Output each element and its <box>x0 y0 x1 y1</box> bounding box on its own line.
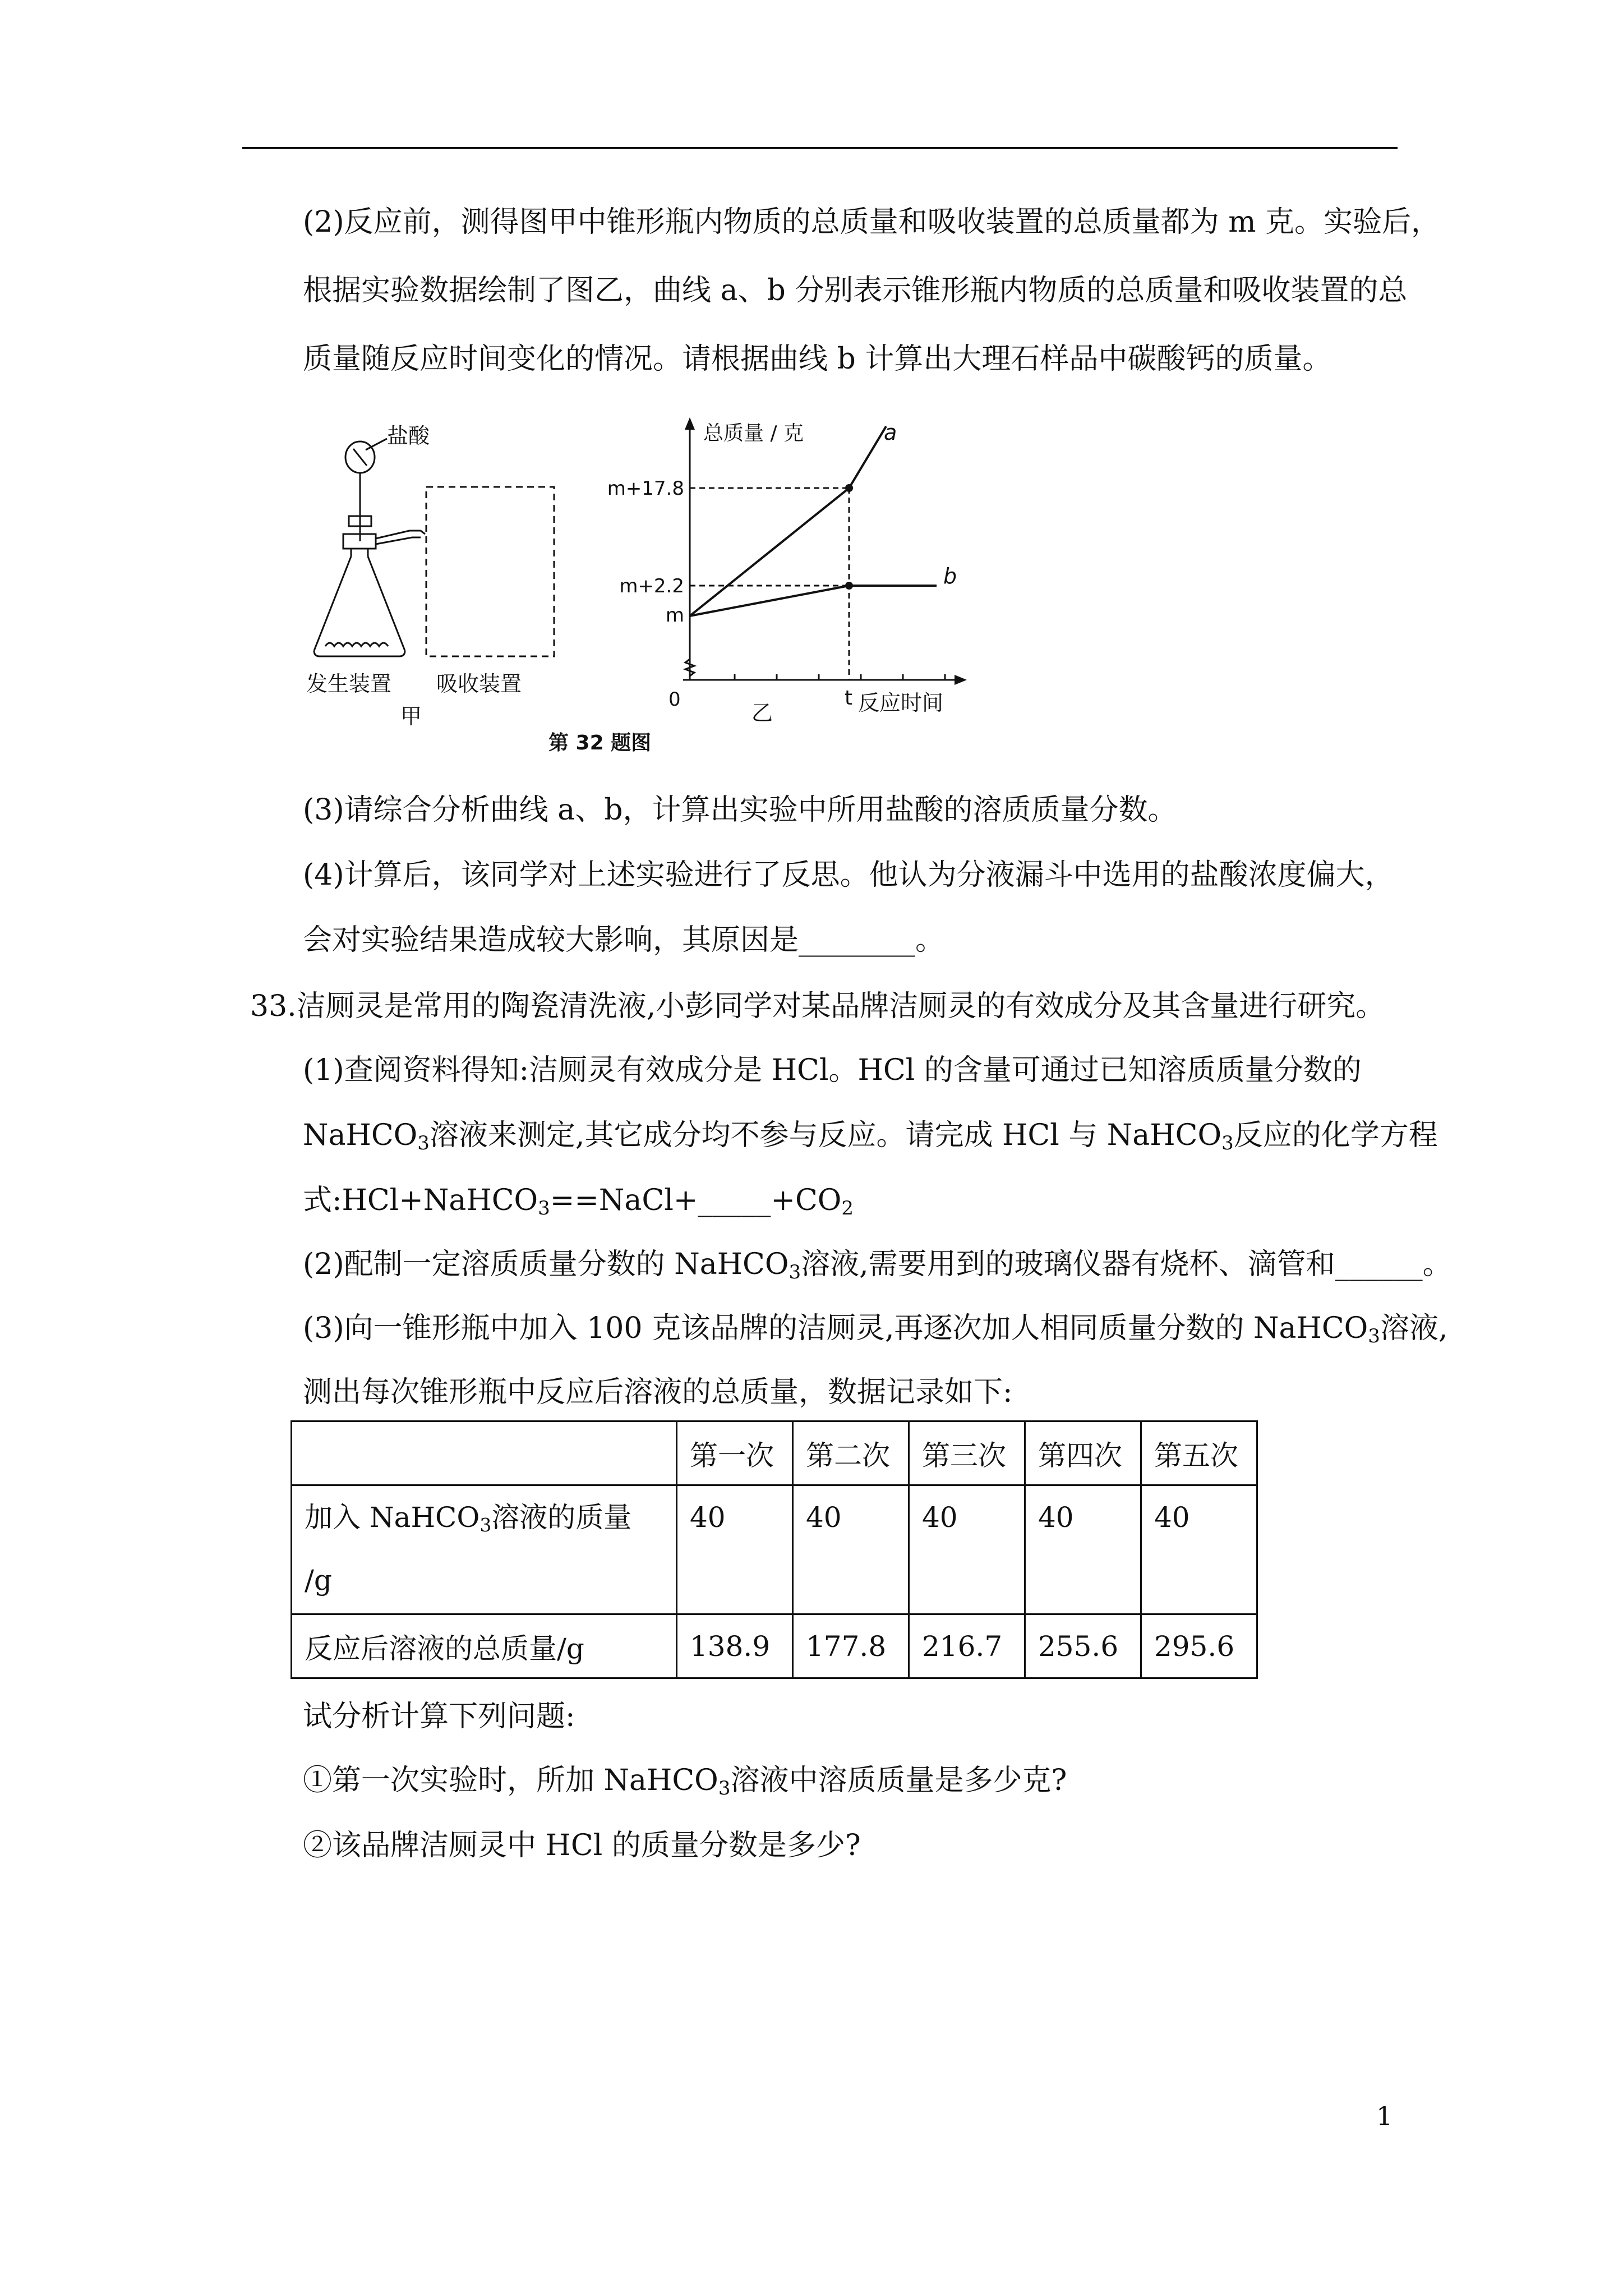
hcl-label: 盐酸 <box>387 424 430 448</box>
graph-tick-t: t <box>845 687 853 710</box>
q32-part4-line2: 会对实验结果造成较大影响，其原因是________。 <box>303 923 945 957</box>
header-rule <box>242 147 1398 149</box>
table-cell: 40 <box>677 1485 793 1614</box>
figure-caption: 第 32 题图 <box>548 731 652 754</box>
graph-tick-m178: m+17.8 <box>607 477 684 500</box>
y-axis-arrow-icon <box>685 417 695 430</box>
graph-yi-label: 乙 <box>751 701 773 725</box>
q33-part3-line2: 测出每次锥形瓶中反应后溶液的总质量，数据记录如下: <box>303 1375 1013 1409</box>
q32-figure <box>303 404 976 774</box>
table-row-label: 加入 NaHCO$_3$溶液的质量 /g <box>292 1485 677 1614</box>
absorber-label: 吸收装置 <box>436 671 522 696</box>
q33-part1-line2: NaHCO$_3$溶液来测定,其它成分均不参与反应。请完成 HCl 与 NaHCO$_3$反应的化学方程 <box>303 1119 1438 1154</box>
table-header-cell: 第四次 <box>1025 1421 1141 1485</box>
table-cell: 177.8 <box>793 1614 909 1678</box>
table-row <box>292 1485 1257 1614</box>
table-header-cell: 第二次 <box>793 1421 909 1485</box>
q33-stem: 33.洁厕灵是常用的陶瓷清洗液,小彭同学对某品牌洁厕灵的有效成分及其含量进行研究。 <box>250 990 1385 1023</box>
curve-a <box>690 426 886 616</box>
x-axis-arrow-icon <box>955 675 967 685</box>
table-header-cell: 第三次 <box>909 1421 1025 1485</box>
q32-part3: (3)请综合分析曲线 a、b，计算出实验中所用盐酸的溶质质量分数。 <box>303 793 1177 827</box>
table-row <box>292 1614 1257 1678</box>
table-cell: 295.6 <box>1141 1614 1257 1678</box>
figure-jia-label: 甲 <box>400 704 422 729</box>
table-cell: 255.6 <box>1025 1614 1141 1678</box>
table-header-row <box>292 1421 1257 1485</box>
mass-time-graph <box>607 417 967 725</box>
table-cell: 40 <box>909 1485 1025 1614</box>
q32-part4-line1: (4)计算后，该同学对上述实验进行了反思。他认为分液漏斗中选用的盐酸浓度偏大， <box>303 858 1394 892</box>
graph-tick-m22: m+2.2 <box>619 575 684 597</box>
generator-apparatus <box>314 439 425 656</box>
curve-a-label: a <box>884 420 897 445</box>
table-row-label: 反应后溶液的总质量/g <box>292 1614 677 1678</box>
page-number: 1 <box>1376 2101 1393 2131</box>
q33-part3-line1: (3)向一锥形瓶中加入 100 克该品牌的洁厕灵,再逐次加人相同质量分数的 NaHCO$_3$溶液, <box>303 1312 1448 1347</box>
table-cell: 40 <box>1141 1485 1257 1614</box>
q33-question-b: ②该品牌洁厕灵中 HCl 的质量分数是多少? <box>303 1829 861 1862</box>
curve-b-point <box>845 582 853 590</box>
curve-b-label: b <box>943 564 957 588</box>
table-corner-cell <box>292 1421 677 1485</box>
table-cell: 40 <box>793 1485 909 1614</box>
table-cell: 138.9 <box>677 1614 793 1678</box>
graph-ylabel: 总质量 / 克 <box>703 422 804 445</box>
curve-a-point <box>845 484 853 492</box>
q33-question-a: ①第一次实验时，所加 NaHCO$_3$溶液中溶质质量是多少克? <box>303 1764 1067 1800</box>
generator-label: 发生装置 <box>306 671 392 696</box>
table-header-cell: 第五次 <box>1141 1421 1257 1485</box>
q32-part2-line1: (2)反应前，测得图甲中锥形瓶内物质的总质量和吸收装置的总质量都为 m 克。实验后， <box>303 205 1441 239</box>
q33-part2: (2)配制一定溶质质量分数的 NaHCO$_3$溶液,需要用到的玻璃仪器有烧杯、滴管和______。 <box>303 1248 1452 1283</box>
graph-tick-m: m <box>665 604 684 627</box>
table-header-cell: 第一次 <box>677 1421 793 1485</box>
q33-part1-equation: 式$:HCl+NaHCO_3==NaCl+\_\_\_\_\_+CO_2$ <box>303 1184 854 1220</box>
table-cell: 40 <box>1025 1485 1141 1614</box>
data-table <box>291 1420 1258 1679</box>
q33-analysis-intro: 试分析计算下列问题: <box>303 1700 575 1733</box>
q32-part2-line2: 根据实验数据绘制了图乙，曲线 a、b 分别表示锥形瓶内物质的总质量和吸收装置的总 <box>303 274 1408 307</box>
curve-b <box>690 586 937 616</box>
q32-part2-line3: 质量随反应时间变化的情况。请根据曲线 b 计算出大理石样品中碳酸钙的质量。 <box>303 342 1332 376</box>
graph-origin: 0 <box>668 688 681 711</box>
absorber-box <box>426 487 554 656</box>
q33-part1-line1: (1)查阅资料得知:洁厕灵有效成分是 HCl。HCl 的含量可通过已知溶质质量分数的 <box>303 1053 1362 1087</box>
table-cell: 216.7 <box>909 1614 1025 1678</box>
graph-xlabel: 反应时间 <box>858 691 944 715</box>
